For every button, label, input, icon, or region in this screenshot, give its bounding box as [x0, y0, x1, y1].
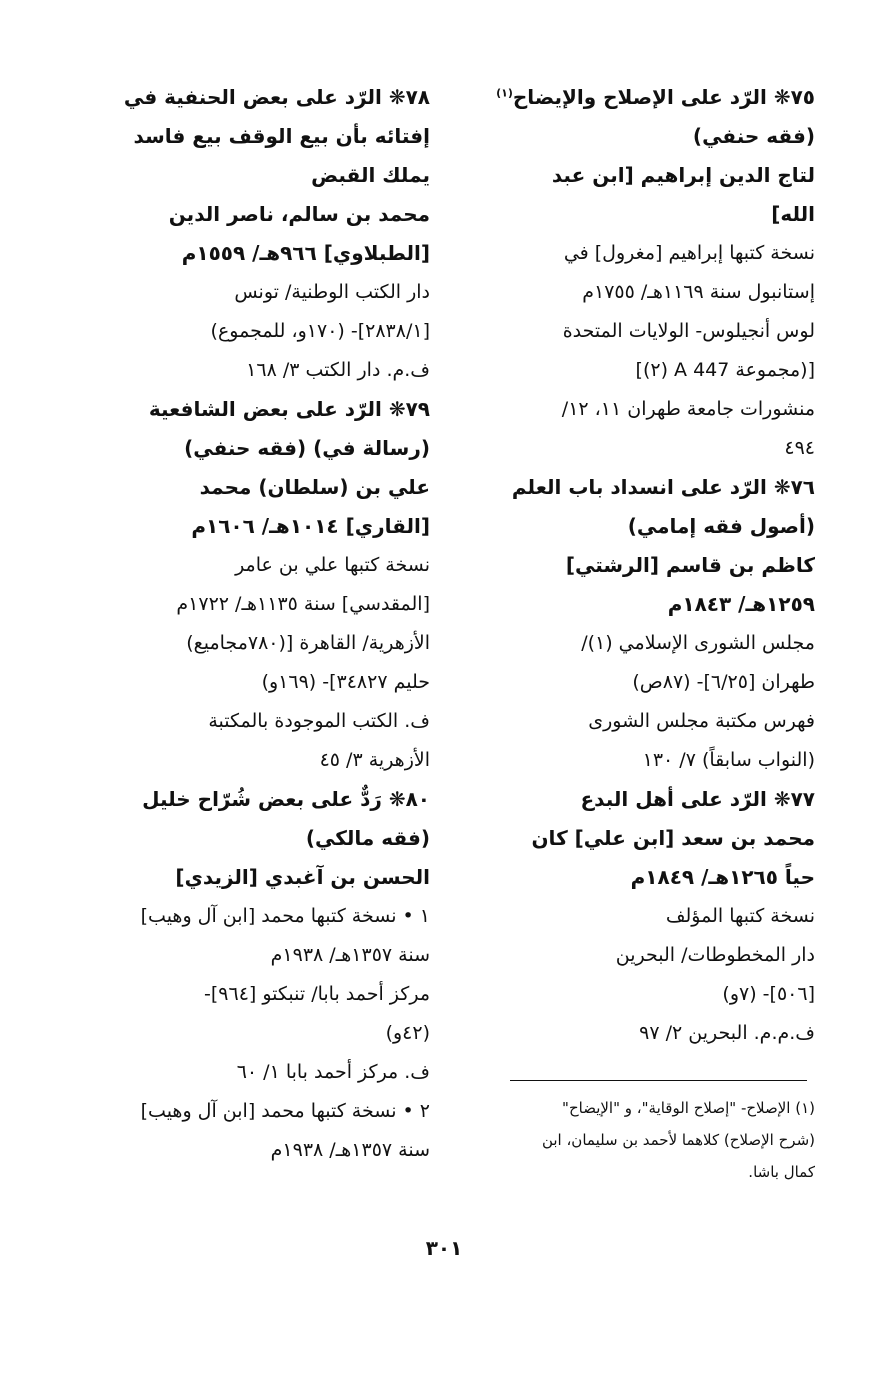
left-column [80, 78, 430, 1170]
left-column-line [80, 1014, 430, 1053]
left-column-line-text: حليم ٣٤٨٢٧]- (١٦٩و) [261, 671, 430, 693]
left-column-line [80, 78, 430, 117]
left-column-line-text: (فقه مالكي) [305, 826, 430, 850]
footnote-line: كمال باشا. [748, 1163, 815, 1181]
right-column-line [470, 585, 815, 624]
right-column-line-text: لوس أنجيلوس- الولايات المتحدة [562, 320, 815, 342]
right-column-line [470, 234, 815, 273]
right-column-line-text: [٥٠٦]- (٧و) [722, 983, 815, 1005]
right-column-line [470, 702, 815, 741]
left-column-line-text: نسخة كتبها علي بن عامر [235, 554, 430, 576]
left-column-line-text: ٧٨❋ الرّد على بعض الحنفية في [123, 85, 430, 109]
left-column-line-text: ف. مركز أحمد بابا ١/ ٦٠ [236, 1061, 430, 1083]
left-column-line [80, 975, 430, 1014]
right-column-line [470, 741, 815, 780]
right-column-line-text: منشورات جامعة طهران ١١، ١٢/ [561, 398, 815, 420]
left-column-line-text: ف.م. دار الكتب ٣/ ١٦٨ [246, 359, 430, 381]
left-column-line [80, 1053, 430, 1092]
left-column-line [80, 468, 430, 507]
right-column-line [470, 273, 815, 312]
left-column-line-text: دار الكتب الوطنية/ تونس [234, 281, 430, 303]
left-column-line [80, 819, 430, 858]
left-column-line-text: [٢٨٣٨/١]- (١٧٠و، للمجموع) [210, 320, 430, 342]
right-column-line [470, 780, 815, 819]
left-column-line-text: [المقدسي] سنة ١١٣٥هـ/ ١٧٢٢م [176, 593, 430, 615]
footnote-line: (١) الإصلاح- "إصلاح الوقاية"، و "الإيضاح" [562, 1099, 815, 1117]
right-column-line [470, 507, 815, 546]
left-column-line-text: (٤٢و) [385, 1022, 430, 1044]
right-column-line [470, 624, 815, 663]
left-column-line [80, 741, 430, 780]
left-column-line-text: [القاري] ١٠١٤هـ/ ١٦٠٦م [191, 514, 430, 538]
left-column-line [80, 156, 430, 195]
right-column-line-text: فهرس مكتبة مجلس الشورى [588, 710, 815, 732]
right-column-line-text: [(مجموعة A 447 (٢)] [635, 359, 815, 381]
page-number: ٣٠١ [425, 1236, 463, 1260]
left-column-line-text: سنة ١٣٥٧هـ/ ١٩٣٨م [270, 944, 430, 966]
right-column-line [470, 195, 815, 234]
right-column-line [470, 117, 815, 156]
right-column-line-text: نسخة كتبها إبراهيم [مغرول] في [563, 242, 815, 264]
right-column-line [470, 975, 815, 1014]
left-column-line-text: يملك القبض [311, 163, 430, 187]
right-column-line-text: إستانبول سنة ١١٦٩هـ/ ١٧٥٥م [582, 281, 815, 303]
left-column-line-text: محمد بن سالم، ناصر الدين [168, 202, 430, 226]
right-column-line-text: مجلس الشورى الإسلامي (١)/ [581, 632, 815, 654]
left-column-line [80, 1092, 430, 1131]
left-column-line [80, 663, 430, 702]
left-column-line [80, 273, 430, 312]
right-column-line [470, 819, 815, 858]
right-column-line-text: الله] [771, 202, 815, 226]
left-column-line-text: ٧٩❋ الرّد على بعض الشافعية [148, 397, 430, 421]
right-column-line [470, 351, 815, 390]
right-column-line-text: حياً ١٢٦٥هـ/ ١٨٤٩م [630, 865, 815, 889]
left-column-line [80, 234, 430, 273]
right-column-line [470, 858, 815, 897]
right-column-line [470, 936, 815, 975]
right-column-line-text: ٤٩٤ [784, 437, 815, 459]
right-column-line [470, 429, 815, 468]
footnote [470, 1092, 815, 1188]
left-column-line [80, 351, 430, 390]
right-column-line-text: دار المخطوطات/ البحرين [615, 944, 815, 966]
left-column-line [80, 507, 430, 546]
right-column-line [470, 390, 815, 429]
left-column-line [80, 780, 430, 819]
right-column-line-text: ف.م.م. البحرين ٢/ ٩٧ [639, 1022, 815, 1044]
footnote-divider [510, 1080, 807, 1081]
right-column-line-text: نسخة كتبها المؤلف [665, 905, 815, 927]
left-column-line [80, 585, 430, 624]
right-column-line-text: محمد بن سعد [ابن علي] كان [531, 826, 815, 850]
footnote-marker: (١) [496, 86, 513, 100]
left-column-line-text: ٢ • نسخة كتبها محمد [ابن آل وهيب] [140, 1100, 430, 1122]
left-column-line-text: سنة ١٣٥٧هـ/ ١٩٣٨م [270, 1139, 430, 1161]
right-column-line-text: لتاج الدين إبراهيم [ابن عبد [551, 163, 815, 187]
left-column-line [80, 429, 430, 468]
right-column-line [470, 312, 815, 351]
right-column-line [470, 897, 815, 936]
left-column-line [80, 390, 430, 429]
left-column-line-text: ١ • نسخة كتبها محمد [ابن آل وهيب] [140, 905, 430, 927]
left-column-line-text: ف. الكتب الموجودة بالمكتبة [208, 710, 430, 732]
right-column-line-text: ٧٧❋ الرّد على أهل البدع [580, 787, 815, 811]
right-column-line-text: ٧٥❋ الرّد على الإصلاح والإيضاح [512, 85, 815, 109]
left-column-line [80, 897, 430, 936]
left-column-line-text: الأزهرية ٣/ ٤٥ [319, 749, 430, 771]
left-column-line-text: الحسن بن آغبدي [الزيدي] [175, 865, 430, 889]
right-column-line-text: (فقه حنفي) [692, 124, 815, 148]
right-column-line [470, 468, 815, 507]
left-column-line-text: علي بن (سلطان) محمد [199, 475, 430, 499]
left-column-line-text: الأزهرية/ القاهرة [(٧٨٠مجاميع) [186, 632, 430, 654]
left-column-line [80, 546, 430, 585]
right-column [470, 78, 815, 1053]
left-column-line-text: مركز أحمد بابا/ تنبكتو [٩٦٤]- [204, 983, 430, 1005]
right-column-line [470, 546, 815, 585]
left-column-line [80, 936, 430, 975]
left-column-line [80, 858, 430, 897]
right-column-line-text: (النواب سابقاً) ٧/ ١٣٠ [642, 749, 815, 771]
left-column-line-text: ٨٠❋ رَدٌّ على بعض شُرّاح خليل [142, 787, 430, 811]
left-column-line [80, 117, 430, 156]
right-column-line-text: (أصول فقه إمامي) [627, 514, 815, 538]
right-column-line-text: ١٢٥٩هـ/ ١٨٤٣م [667, 592, 815, 616]
left-column-line-text: [الطبلاوي] ٩٦٦هـ/ ١٥٥٩م [181, 241, 430, 265]
left-column-line [80, 312, 430, 351]
left-column-line [80, 624, 430, 663]
left-column-line [80, 1131, 430, 1170]
right-column-line [470, 156, 815, 195]
right-column-line [470, 78, 815, 117]
left-column-line-text: إفتائه بأن بيع الوقف بيع فاسد [133, 124, 430, 148]
right-column-line-text: ٧٦❋ الرّد على انسداد باب العلم [511, 475, 815, 499]
right-column-line [470, 1014, 815, 1053]
left-column-line [80, 702, 430, 741]
left-column-line [80, 195, 430, 234]
right-column-line-text: كاظم بن قاسم [الرشتي] [565, 553, 815, 577]
right-column-line [470, 663, 815, 702]
left-column-line-text: (رسالة في) (فقه حنفي) [184, 436, 430, 460]
footnote-line: (شرح الإصلاح) كلاهما لأحمد بن سليمان، ابن [541, 1131, 815, 1149]
right-column-line-text: طهران [٦/٢٥]- (٨٧ص) [632, 671, 815, 693]
